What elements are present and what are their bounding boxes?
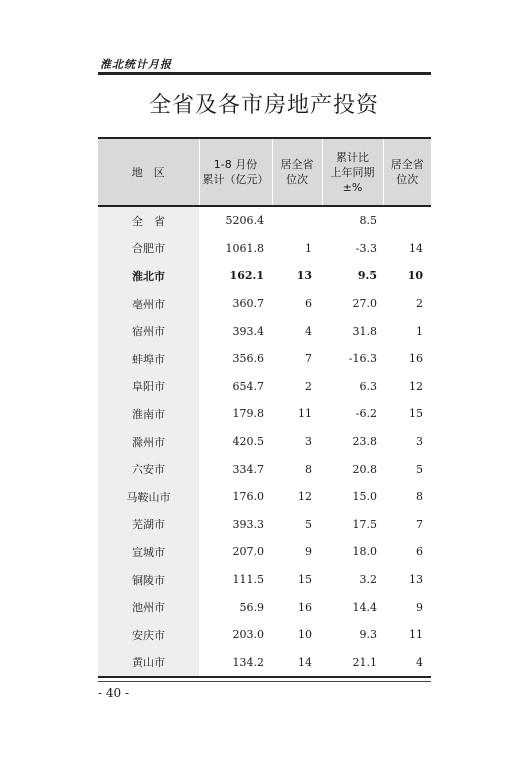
cell-value-rank: 11 xyxy=(298,407,312,421)
table-row xyxy=(98,621,431,649)
header-line: 居全省 xyxy=(280,158,314,171)
cell-region: 亳州市 xyxy=(98,290,199,318)
header-line: 位次 xyxy=(286,173,308,186)
cell-yoy: 6.3 xyxy=(359,379,377,393)
table-row xyxy=(98,235,431,263)
table-row xyxy=(98,290,431,318)
cell-value: 393.3 xyxy=(232,517,264,531)
cell-value: 162.1 xyxy=(229,269,264,283)
cell-value: 203.0 xyxy=(232,628,264,642)
table-row xyxy=(98,373,431,401)
header-line: 地 区 xyxy=(131,165,165,179)
header-cumulative-value xyxy=(199,138,272,206)
header-line: 上年同期 xyxy=(330,165,375,179)
cell-yoy: -16.3 xyxy=(348,352,377,366)
cell-value-rank: 16 xyxy=(298,600,312,614)
cell-region: 宿州市 xyxy=(98,317,199,345)
cell-yoy-rank: 12 xyxy=(409,379,423,393)
cell-value: 179.8 xyxy=(232,407,264,421)
cell-yoy-rank: 13 xyxy=(409,573,423,587)
cell-region: 池州市 xyxy=(98,593,199,621)
header-rule xyxy=(98,72,431,75)
cell-value: 654.7 xyxy=(232,379,264,393)
table-body xyxy=(98,206,431,677)
cell-yoy-rank: 3 xyxy=(416,435,423,449)
cell-value: 420.5 xyxy=(232,435,264,449)
table-row xyxy=(98,483,431,511)
cell-value-rank: 8 xyxy=(305,462,312,476)
header-line: ±% xyxy=(342,180,363,194)
header-line: 位次 xyxy=(396,173,419,186)
cell-value-rank: 12 xyxy=(298,490,312,504)
table-row xyxy=(98,428,431,456)
cell-yoy: 9.3 xyxy=(359,628,377,642)
cell-region: 黄山市 xyxy=(98,649,199,678)
cell-value-rank: 10 xyxy=(298,628,312,642)
cell-region: 蚌埠市 xyxy=(98,345,199,373)
cell-value: 360.7 xyxy=(232,297,264,311)
header-region xyxy=(98,138,199,206)
cell-yoy-rank: 6 xyxy=(416,545,423,559)
cell-yoy-rank: 11 xyxy=(409,628,423,642)
cell-value-rank: 3 xyxy=(305,435,312,449)
cell-region: 六安市 xyxy=(98,455,199,483)
cell-yoy: -3.3 xyxy=(355,241,377,255)
cell-region: 淮南市 xyxy=(98,400,199,428)
cell-region: 铜陵市 xyxy=(98,566,199,594)
page-title: 全省及各市房地产投资 xyxy=(148,93,379,118)
cell-value-rank: 14 xyxy=(298,655,312,669)
cell-value: 207.0 xyxy=(232,545,264,559)
cell-region: 全 省 xyxy=(98,206,199,235)
cell-region: 阜阳市 xyxy=(98,373,199,401)
cell-value-rank: 1 xyxy=(305,241,312,255)
cell-yoy: 21.1 xyxy=(352,655,377,669)
cell-yoy: 17.5 xyxy=(352,517,377,531)
cell-value: 56.9 xyxy=(239,600,264,614)
table-row xyxy=(98,455,431,483)
cell-value: 1061.8 xyxy=(225,241,264,255)
running-header: 淮北统计月报 xyxy=(100,58,172,71)
table-row xyxy=(98,566,431,594)
cell-yoy: 20.8 xyxy=(352,462,377,476)
cell-yoy-rank: 8 xyxy=(416,490,423,504)
cell-yoy: 23.8 xyxy=(352,435,377,449)
cell-yoy-rank: 16 xyxy=(409,352,423,366)
table-row xyxy=(98,511,431,539)
footer-rule xyxy=(98,681,431,682)
cell-value-rank: 15 xyxy=(298,573,312,587)
cell-yoy: 27.0 xyxy=(352,297,377,311)
cell-region: 合肥市 xyxy=(98,235,199,263)
table-row xyxy=(98,345,431,373)
table-row xyxy=(98,400,431,428)
cell-region: 安庆市 xyxy=(98,621,199,649)
table-row xyxy=(98,649,431,678)
real-estate-investment-table xyxy=(98,137,431,678)
cell-region: 马鞍山市 xyxy=(98,483,199,511)
cell-value-rank: 6 xyxy=(305,297,312,311)
cell-region: 芜湖市 xyxy=(98,511,199,539)
cell-yoy: 3.2 xyxy=(359,573,377,587)
cell-value-rank: 2 xyxy=(305,379,312,393)
cell-value: 334.7 xyxy=(232,462,264,476)
statistics-table-container xyxy=(98,137,431,678)
cell-yoy: 31.8 xyxy=(352,324,377,338)
cell-yoy: 9.5 xyxy=(357,269,377,283)
cell-yoy: 15.0 xyxy=(352,490,377,504)
header-line: 1-8 月份 xyxy=(213,158,258,171)
cell-yoy: 14.4 xyxy=(352,600,377,614)
cell-value-rank: 4 xyxy=(305,324,312,338)
cell-value-rank: 7 xyxy=(305,352,312,366)
cell-value: 356.6 xyxy=(232,352,264,366)
header-value-rank xyxy=(272,138,322,206)
cell-yoy-rank xyxy=(383,206,431,235)
cell-value-rank: 9 xyxy=(305,545,312,559)
cell-value-rank xyxy=(272,206,322,235)
cell-yoy-rank: 7 xyxy=(416,517,423,531)
page-number: - 40 - xyxy=(98,686,130,700)
table-row xyxy=(98,206,431,235)
table-row xyxy=(98,593,431,621)
cell-region: 滁州市 xyxy=(98,428,199,456)
cell-region: 宣城市 xyxy=(98,538,199,566)
cell-value: 393.4 xyxy=(232,324,264,338)
cell-yoy: 8.5 xyxy=(359,214,377,228)
cell-yoy-rank: 15 xyxy=(409,407,423,421)
cell-yoy: 18.0 xyxy=(352,545,377,559)
cell-yoy-rank: 4 xyxy=(416,655,423,669)
header-yoy-change xyxy=(322,138,383,206)
cell-yoy-rank: 9 xyxy=(416,600,423,614)
cell-yoy: -6.2 xyxy=(355,407,377,421)
header-line: 累计比 xyxy=(336,150,369,164)
cell-value-rank: 5 xyxy=(305,517,312,531)
cell-yoy-rank: 10 xyxy=(407,269,423,283)
header-yoy-rank xyxy=(383,138,431,206)
table-row xyxy=(98,262,431,290)
table-row xyxy=(98,317,431,345)
cell-yoy-rank: 5 xyxy=(416,462,423,476)
cell-value-rank: 13 xyxy=(296,269,312,283)
cell-value: 111.5 xyxy=(232,573,264,587)
cell-value: 134.2 xyxy=(232,655,264,669)
table-row xyxy=(98,538,431,566)
cell-yoy-rank: 2 xyxy=(416,297,423,311)
cell-value: 176.0 xyxy=(232,490,264,504)
cell-value: 5206.4 xyxy=(225,214,264,228)
header-line: 累计（亿元） xyxy=(202,173,269,186)
cell-region: 淮北市 xyxy=(98,262,199,290)
table-header-row xyxy=(98,138,431,206)
cell-yoy-rank: 14 xyxy=(409,241,423,255)
cell-yoy-rank: 1 xyxy=(416,324,423,338)
header-line: 居全省 xyxy=(390,158,424,171)
